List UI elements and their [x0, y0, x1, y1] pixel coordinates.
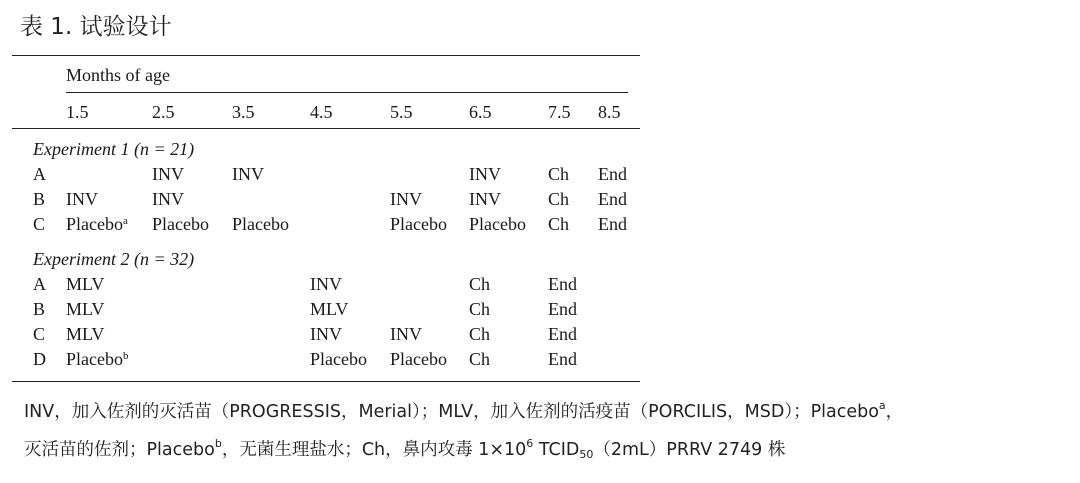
month-col-header: 7.5: [548, 102, 571, 122]
experiment2-group-label: B: [33, 299, 46, 319]
experiment1-cell: INV: [66, 189, 98, 209]
experiment1-cell: Placebo$^a$: [66, 214, 128, 234]
experiment1-cell: INV: [469, 189, 501, 209]
experiment1-group-label: B: [33, 189, 46, 209]
experiment2-cell: Placebo: [390, 349, 447, 369]
months-underline: [66, 92, 628, 93]
experiment2-cell: End: [548, 324, 577, 344]
month-col-header: 2.5: [152, 102, 175, 122]
experiment2-cell: Ch: [469, 274, 491, 294]
table-top-rule: [12, 55, 640, 56]
footnote-line-1: INV，加入佐剂的灭活苗（PROGRESSIS，Merial）；MLV，加入佐剂的活疫苗（PORCILIS，MSD）；Placebo$^a$，: [24, 399, 904, 422]
month-col-header: 8.5: [598, 102, 621, 122]
experiment2-cell: MLV: [310, 299, 349, 319]
experiment1-cell: Ch: [548, 164, 570, 184]
experiment2-cell: MLV: [66, 324, 105, 344]
experiment2-cell: End: [548, 274, 577, 294]
experiment2-cell: INV: [310, 324, 342, 344]
experiment1-cell: Placebo: [390, 214, 447, 234]
header-bottom-rule: [12, 128, 640, 129]
experiment2-cell: End: [548, 349, 577, 369]
experiment1-label: Experiment 1 (n = 21): [33, 139, 195, 159]
month-col-header: 3.5: [232, 102, 255, 122]
experiment1-cell: Ch: [548, 214, 570, 234]
experiment2-group-label: D: [33, 349, 46, 369]
month-col-header: 5.5: [390, 102, 413, 122]
experiment2-cell: Placebo: [310, 349, 367, 369]
table-bottom-rule: [12, 381, 640, 382]
months-header: Months of age: [66, 65, 170, 85]
month-col-header: 1.5: [66, 102, 89, 122]
experiment1-cell: Placebo: [232, 214, 289, 234]
month-col-header: 4.5: [310, 102, 333, 122]
table-title: 表 1. 试验设计: [20, 14, 172, 40]
experiment2-group-label: C: [33, 324, 46, 344]
experiment2-cell: INV: [310, 274, 342, 294]
experiment2-cell: Placebo$^b$: [66, 349, 129, 369]
experiment1-cell: INV: [152, 164, 184, 184]
experiment2-cell: INV: [390, 324, 422, 344]
footnote-line-2: 灭活苗的佐剂；Placebo$^b$，无菌生理盐水；Ch，鼻内攻毒 $1\times 10^6$ $TCID_{50}(2mL)PRRV$ 2749 株: [24, 437, 786, 461]
experiment2-label: Experiment 2 (n = 32): [33, 249, 195, 269]
experiment2-cell: End: [548, 299, 577, 319]
experiment1-cell: End: [598, 189, 627, 209]
experiment2-group-label: A: [33, 274, 46, 294]
month-col-header: 6.5: [469, 102, 492, 122]
footnote-marker: a: [122, 215, 128, 227]
experiment1-cell: End: [598, 214, 627, 234]
experiment1-group-label: C: [33, 214, 46, 234]
experiment1-cell: INV: [232, 164, 264, 184]
experiment2-cell: Ch: [469, 349, 491, 369]
experiment2-cell: Ch: [469, 299, 491, 319]
experiment2-cell: MLV: [66, 274, 105, 294]
experiment2-cell: Ch: [469, 324, 491, 344]
experiment1-group-label: A: [33, 164, 46, 184]
experiment1-cell: INV: [152, 189, 184, 209]
experiment2-cell: MLV: [66, 299, 105, 319]
experiment1-cell: INV: [469, 164, 501, 184]
experiment1-cell: Placebo: [152, 214, 209, 234]
footnote-marker: b: [122, 350, 129, 362]
experiment1-cell: INV: [390, 189, 422, 209]
experiment1-cell: Ch: [548, 189, 570, 209]
experiment1-cell: End: [598, 164, 627, 184]
experiment1-cell: Placebo: [469, 214, 526, 234]
